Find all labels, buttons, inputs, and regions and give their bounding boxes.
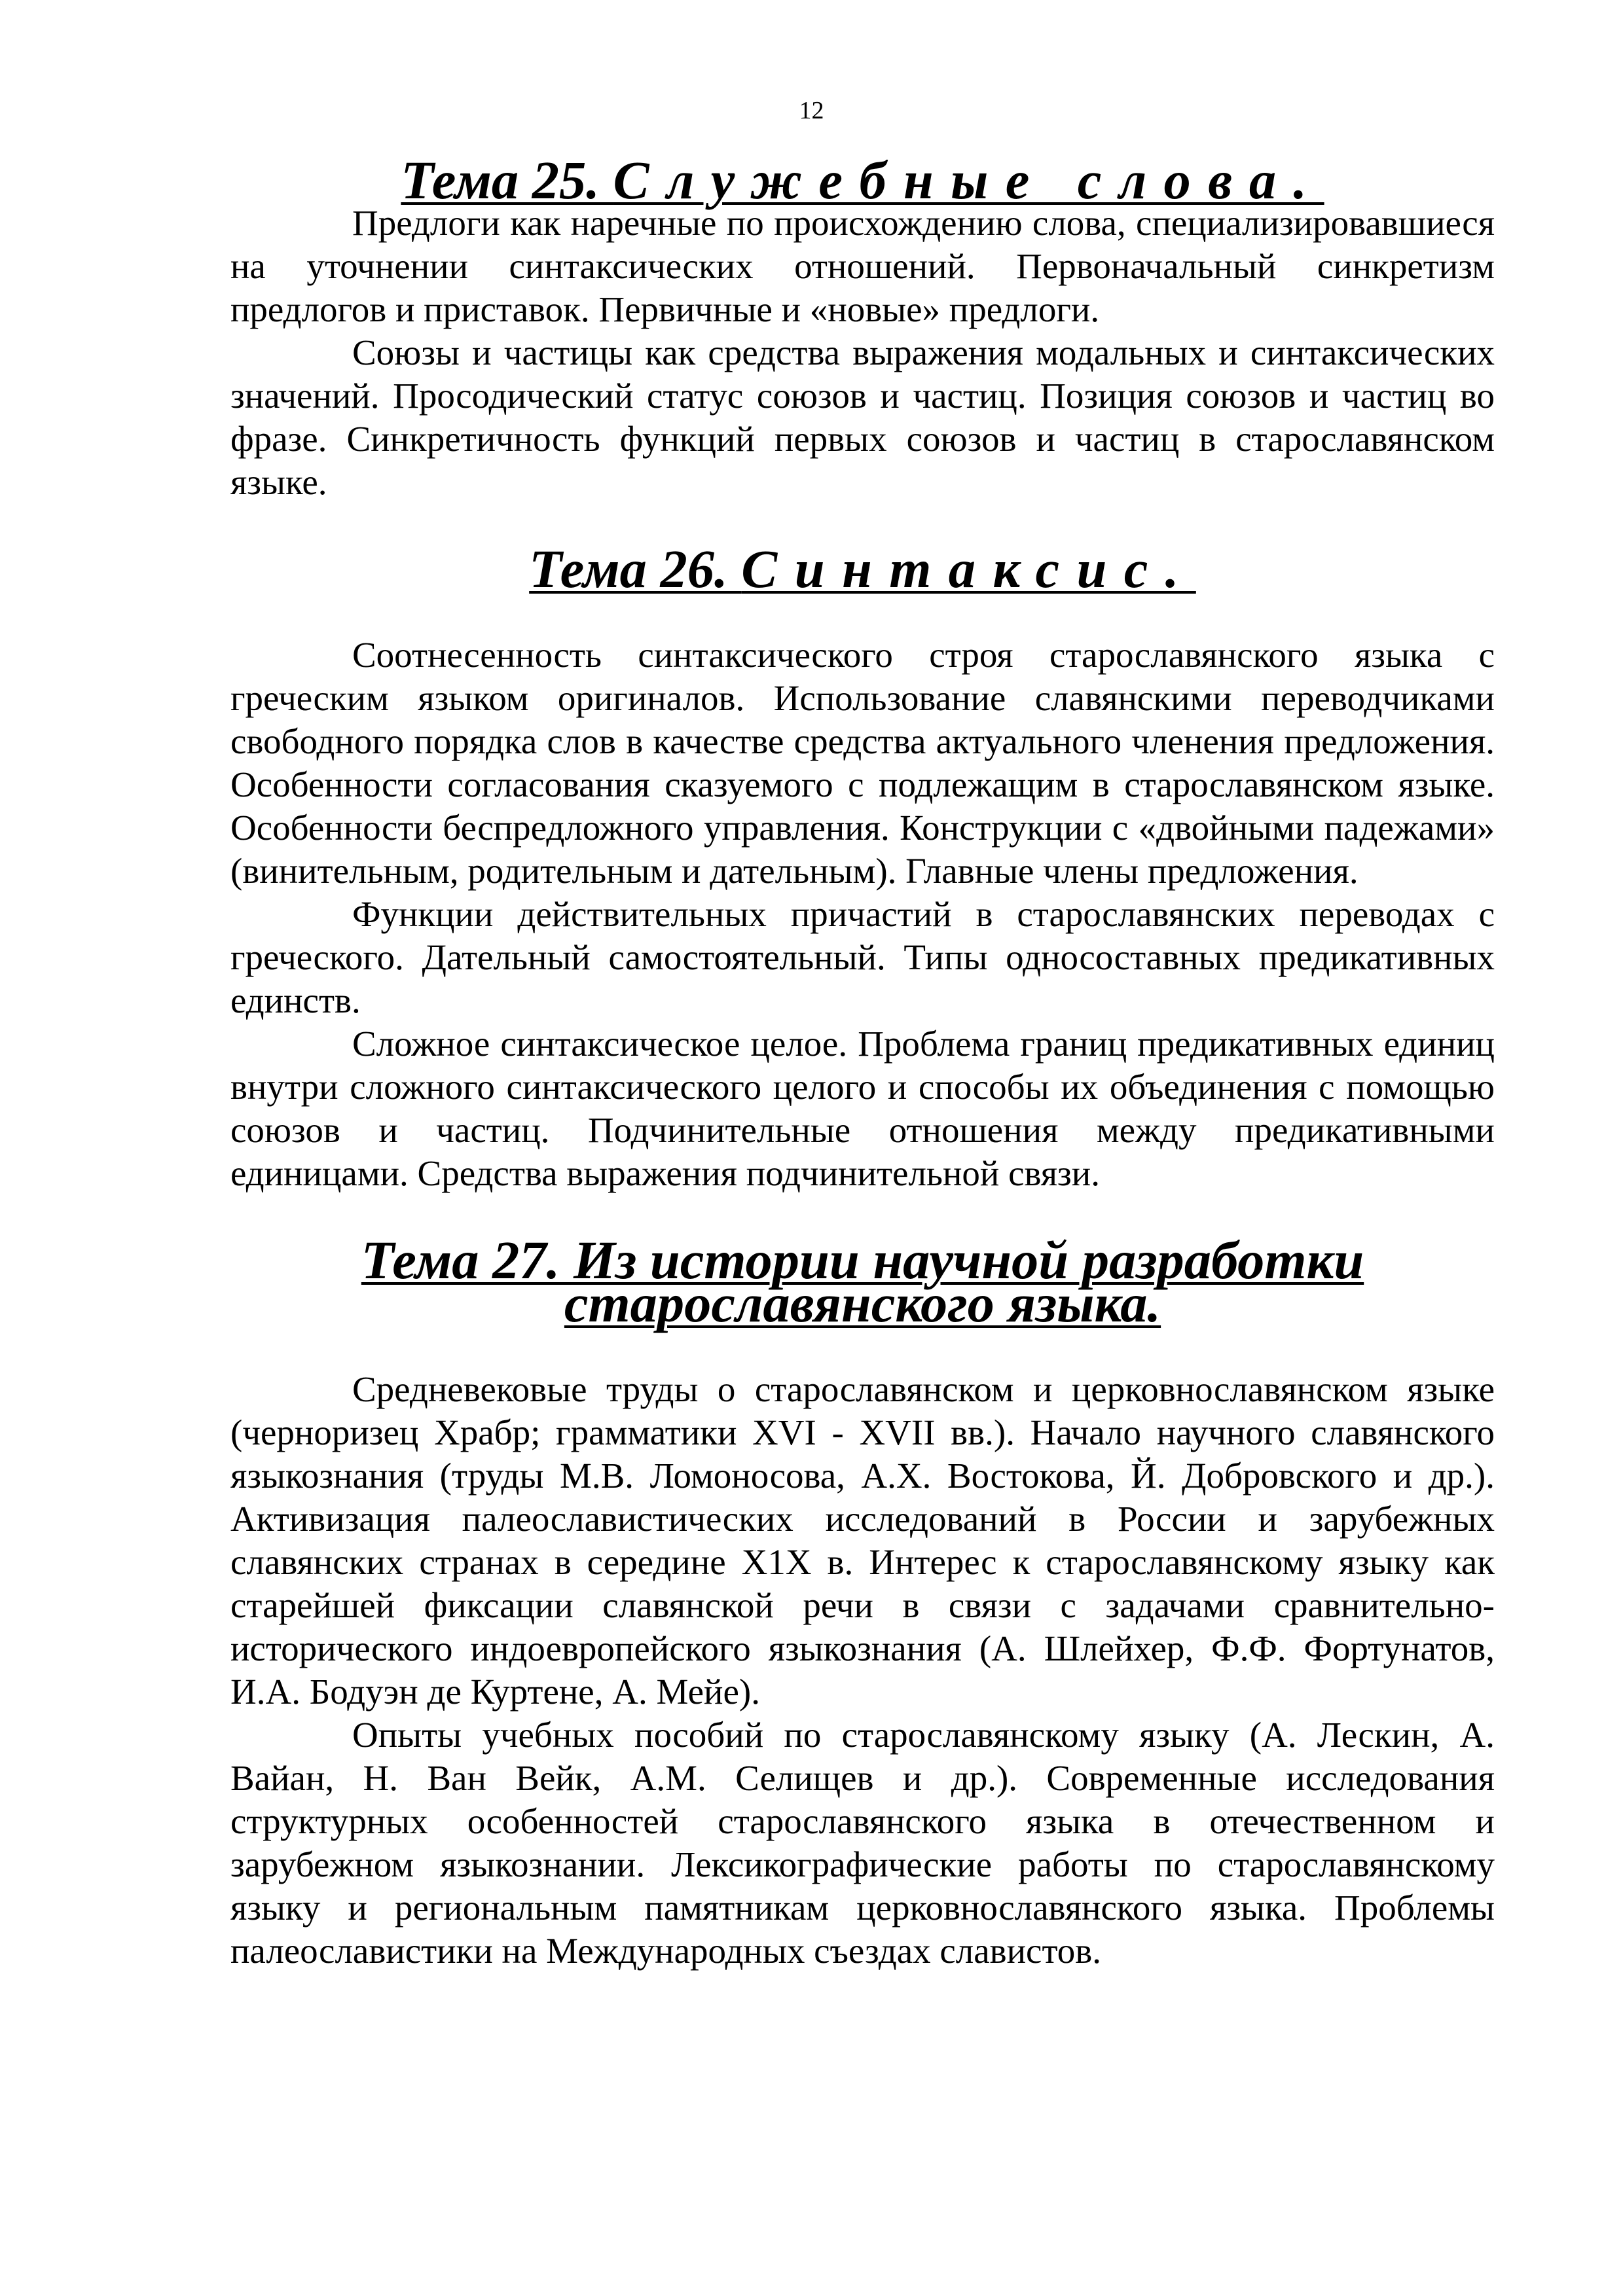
topic-27-paragraph: Средневековые труды о старославянском и церковнославянском языке (черноризец Храбр; грамматики XVI - XVII вв.). Начало научного славянского языкознания (труды М.В. Ломоносова, А.Х. Востокова, Й. Добровского и др.). Активизация палеославистических исследований в России и зарубежных славянских странах в середине Х1Х в. Интерес к старославянскому языку как старейшей фиксации славянской речи в связи с задачами сравнительно-исторического индоевропейского языкознания (А. Шлейхер, Ф.Ф. Фортунатов, И.А. Бодуэн де Куртене, А. Мейе). [230, 1369, 1495, 1712]
topic-25-paragraph: Союзы и частицы как средства выражения модальных и синтаксических значений. Просодический статус союзов и частиц. Позиция союзов и частиц во фразе. Синкретичность функций первых союзов и частиц в старославянском языке. [230, 332, 1495, 502]
topic-26-heading-title: Синтаксис. [741, 539, 1196, 599]
topic-26-heading-prefix: Тема 26. [529, 539, 742, 599]
topic-26-paragraph: Сложное синтаксическое целое. Проблема границ предикативных единиц внутри сложного синтаксического целого и способы их объединения с помощью союзов и частиц. Подчинительные отношения между предикативными единицами. Средства выражения подчинительной связи. [230, 1024, 1495, 1193]
page-number: 12 [799, 97, 824, 124]
topic-27-paragraph: Опыты учебных пособий по старославянскому языку (А. Лескин, А. Вайан, Н. Ван Вейк, А.М. Селищев и др.). Современные исследования структурных особенностей старославянского языка в отечественном и зарубежном языкознании. Лексикографические работы по старославянскому языку и региональным памятникам церковнославянского языка. Проблемы палеославистики на Международных съездах славистов. [230, 1715, 1495, 1971]
document-body [230, 150, 1495, 1973]
topic-27-heading: Тема 27. Из истории научной разработки старославянского языка. [361, 1230, 1364, 1333]
topic-25-heading-title: Служебные слова. [613, 150, 1324, 210]
topic-25-paragraph: Предлоги как наречные по происхождению слова, специализировавшиеся на уточнении синтаксических отношений. Первоначальный синкретизм предлогов и приставок. Первичные и «новые» предлоги. [230, 203, 1495, 329]
topic-25-heading-prefix: Тема 25. [401, 150, 613, 210]
topic-25-heading [230, 150, 1495, 210]
topic-26-paragraph: Соотнесенность синтаксического строя старославянского языка с греческим языком оригиналов. Использование славянскими переводчиками свободного порядка слов в качестве средства актуального членения предложения. Особенности согласования сказуемого с подлежащим в старославянском языке. Особенности беспредложного управления. Конструкции с «двойными падежами» (винительным, родительным и дательным). Главные члены предложения. [230, 635, 1495, 891]
topic-26-paragraph: Функции действительных причастий в старославянских переводах с греческого. Дательный самостоятельный. Типы односоставных предикативных единств. [230, 894, 1495, 1020]
topic-26-heading [230, 539, 1495, 599]
